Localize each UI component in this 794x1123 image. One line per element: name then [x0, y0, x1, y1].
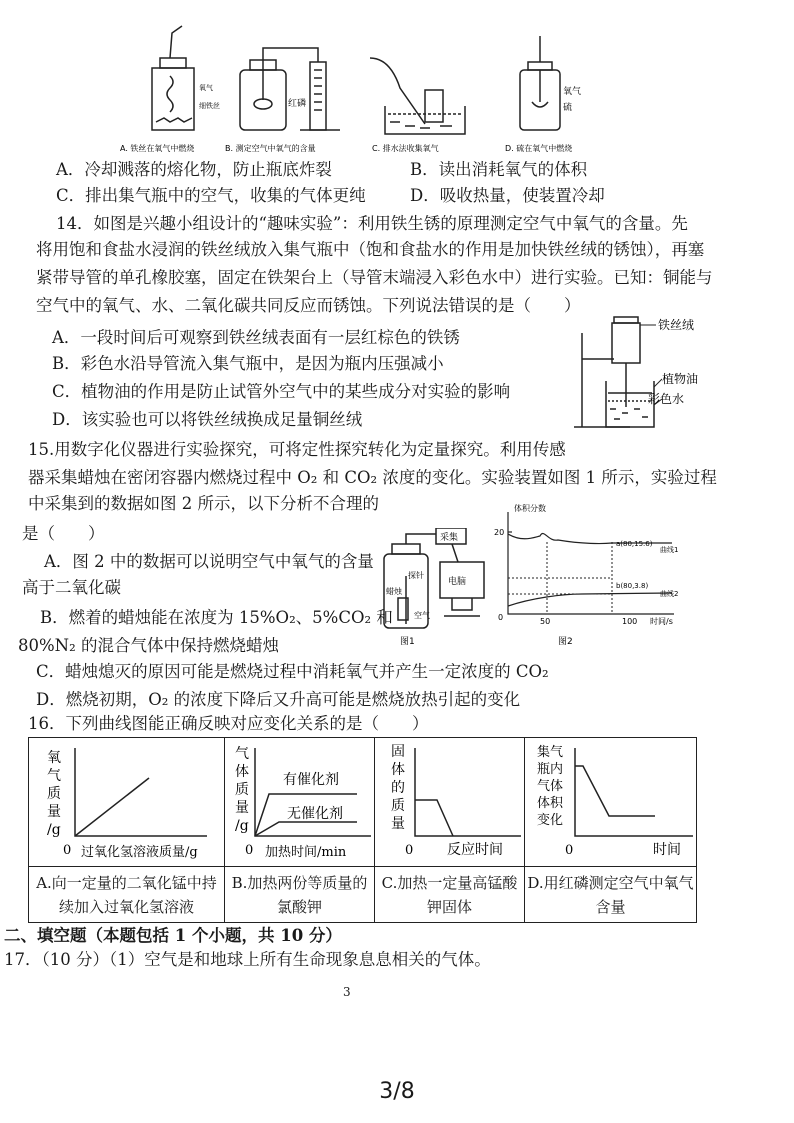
fig2-xtick-100: 100	[622, 617, 638, 626]
graph-c-xlabel: 反应时间	[447, 842, 503, 858]
q13-option-d: D．吸收热量，使装置冷却	[410, 186, 605, 205]
fig-b-phosphorus-apparatus	[240, 48, 340, 130]
graph-b-ylabel-1: 气	[235, 746, 249, 762]
graph-c-ylabel-1: 固	[391, 744, 405, 760]
graph-d-ylabel-5: 变化	[537, 813, 564, 828]
graph-d-ylabel-2: 瓶内	[537, 762, 564, 777]
q15-figure-1	[378, 528, 498, 650]
fig-d-sulfur-bottle	[520, 36, 560, 130]
q14-stem-line-2: 将用饱和食盐水浸润的铁丝绒放入集气瓶中（饱和食盐水的作用是加快铁丝绒的锈蚀），再塞	[36, 240, 705, 259]
graph-c-ylabel-2: 体	[391, 762, 405, 778]
fig-d-label-sulfur: 硫	[563, 103, 573, 113]
q14-option-d: D．该实验也可以将铁丝绒换成足量铜丝绒	[52, 410, 363, 429]
q16-graph-a	[29, 738, 225, 867]
q16-caption-b: B.加热两份等质量的氯酸钾	[231, 874, 368, 916]
graph-b-ylabel-5: /g	[235, 818, 249, 834]
q15-figure-2	[492, 502, 692, 652]
q16-graph-d	[525, 738, 697, 867]
q14-figure	[570, 315, 740, 433]
fig2-ylabel: 体积分数	[514, 504, 546, 513]
fig-d-label-oxygen: 氧气	[563, 87, 582, 97]
q15-option-b-cont: 80%N₂ 的混合气体中保持燃烧蜡烛	[18, 636, 279, 655]
fig2-point-b: b(80,3.8)	[616, 582, 649, 590]
q15-option-a: A．图 2 中的数据可以说明空气中氧气的含量	[44, 552, 374, 571]
q14-label-wool: 铁丝绒	[658, 318, 695, 332]
fig-a-iron-wire-bottle	[152, 26, 194, 130]
q14-stem-line-1: 14．如图是兴趣小组设计的“趣味实验”：利用铁生锈的原理测定空气中氧气的含量。先	[56, 214, 688, 233]
fig-a-label-wire: 细铁丝	[199, 102, 220, 110]
q16-graph-c	[375, 738, 525, 867]
fig2-ytick-0: 0	[498, 613, 504, 622]
fig-b-caption: B. 测定空气中氧气的含量	[225, 144, 316, 153]
q14-option-c: C．植物油的作用是防止试管外空气中的某些成分对实验的影响	[52, 382, 511, 401]
fig-d-caption: D. 硫在氧气中燃烧	[505, 144, 573, 153]
q15-stem-line-3: 中采集到的数据如图 2 所示，以下分析不合理的	[28, 494, 379, 513]
q13-option-b: B．读出消耗氧气的体积	[410, 160, 588, 179]
q14-stem-line-3: 紧带导管的单孔橡胶塞，固定在铁架台上（导管末端浸入彩色水中）进行实验。已知：铜能与	[36, 268, 713, 287]
q13-figures	[100, 18, 620, 156]
fig-c-caption: C. 排水法收集氧气	[372, 144, 439, 153]
q14-option-b: B．彩色水沿导管流入集气瓶中，是因为瓶内压强减小	[52, 354, 444, 373]
graph-a-xlabel: 过氧化氢溶液质量/g	[81, 845, 198, 860]
fig2-ytick-20: 20	[494, 528, 505, 537]
graph-a-ylabel-5: /g	[47, 822, 61, 838]
q16-stem: 16．下列曲线图能正确反映对应变化关系的是（ ）	[28, 714, 429, 733]
fig2-curve-2-label: 曲线2	[660, 590, 679, 598]
fig1-label-collect: 采集	[440, 533, 459, 543]
q16-caption-a: A.向一定量的二氧化锰中持续加入过氧化氢溶液	[36, 874, 217, 916]
fig1-caption: 图1	[400, 637, 415, 647]
q16-answer-table	[28, 737, 697, 923]
fig-c-water-collection	[370, 58, 465, 134]
graph-a-origin: 0	[63, 843, 72, 858]
fig2-xlabel: 时间/s	[650, 617, 673, 626]
q15-option-c: C．蜡烛熄灭的原因可能是燃烧过程中消耗氧气并产生一定浓度的 CO₂	[36, 662, 549, 681]
q15-option-d: D．燃烧初期，O₂ 的浓度下降后又升高可能是燃烧放热引起的变化	[36, 690, 521, 709]
graph-b-curve-no-catalyst: 无催化剂	[287, 806, 343, 822]
graph-a-ylabel-2: 气	[47, 768, 61, 784]
fig-a-caption: A. 铁丝在氧气中燃烧	[120, 144, 195, 153]
graph-b-xlabel: 加热时间/min	[265, 845, 347, 860]
fig-a-label-oxygen: 氧气	[199, 84, 213, 92]
q15-stem-line-2: 器采集蜡烛在密闭容器内燃烧过程中 O₂ 和 CO₂ 浓度的变化。实验装置如图 1 所示，实验过程	[28, 468, 717, 487]
graph-b-ylabel-4: 量	[235, 800, 249, 816]
q14-stem-line-4: 空气中的氧气、水、二氧化碳共同反应而锈蚀。下列说法错误的是（ ）	[36, 296, 581, 315]
fig2-curve-1-label: 曲线1	[660, 546, 679, 554]
graph-b-curve-catalyst: 有催化剂	[283, 772, 339, 788]
q16-caption-c: C.加热一定量高锰酸钾固体	[381, 874, 518, 916]
graph-c-origin: 0	[405, 843, 414, 858]
graph-c-ylabel-4: 质	[391, 798, 405, 814]
graph-d-ylabel-4: 体积	[537, 796, 564, 811]
graph-b-ylabel-2: 体	[235, 764, 249, 780]
page-number: 3	[343, 985, 351, 999]
fig2-curve-2	[508, 593, 672, 606]
graph-d-ylabel-3: 气体	[537, 779, 564, 794]
graph-a-ylabel-1: 氧	[47, 750, 61, 766]
q15-option-b: B．燃着的蜡烛能在浓度为 15%O₂、5%CO₂ 和	[40, 608, 393, 627]
graph-d-xlabel: 时间	[653, 842, 681, 858]
fig2-point-a: a(80,15.6)	[616, 540, 653, 548]
graph-b-ylabel-3: 质	[235, 782, 249, 798]
q15-option-a-cont: 高于二氧化碳	[22, 578, 121, 597]
q16-graph-b	[225, 738, 375, 867]
graph-c-ylabel-5: 量	[391, 816, 405, 832]
q15-stem-line-1: 15.用数字化仪器进行实验探究，可将定性探究转化为定量探究。利用传感	[28, 440, 566, 459]
q13-option-a: A．冷却溅落的熔化物，防止瓶底炸裂	[56, 160, 332, 179]
graph-c-ylabel-3: 的	[391, 780, 405, 796]
fig1-label-computer: 电脑	[448, 577, 467, 587]
fig2-xtick-50: 50	[540, 617, 551, 626]
graph-b-origin: 0	[245, 843, 254, 858]
q13-option-c: C．排出集气瓶中的空气，收集的气体更纯	[56, 186, 366, 205]
q17-stem: 17．（10 分）（1）空气是和地球上所有生命现象息息相关的气体。	[4, 950, 491, 969]
graph-a-ylabel-4: 量	[47, 804, 61, 820]
graph-d-origin: 0	[565, 843, 574, 858]
fig2-caption: 图2	[558, 637, 573, 647]
q16-caption-d: D.用红磷测定空气中氧气含量	[527, 874, 694, 916]
q14-option-a: A．一段时间后可观察到铁丝绒表面有一层红棕色的铁锈	[52, 328, 460, 347]
page-indicator: 3/8	[379, 1079, 415, 1104]
q15-stem-line-4: 是（ ）	[22, 524, 105, 543]
fig-b-label-phosphorus: 红磷	[288, 99, 307, 109]
fig1-label-air: 空气	[414, 611, 430, 620]
q14-label-water: 彩色水	[648, 392, 685, 406]
fig1-label-candle: 蜡烛	[386, 587, 402, 596]
fig1-label-probe: 探针	[408, 571, 424, 580]
graph-a-ylabel-3: 质	[47, 786, 61, 802]
q14-label-oil: 植物油	[662, 372, 699, 386]
section-2-heading: 二、填空题（本题包括 1 个小题，共 10 分）	[4, 926, 342, 945]
graph-d-ylabel-1: 集气	[537, 745, 564, 760]
